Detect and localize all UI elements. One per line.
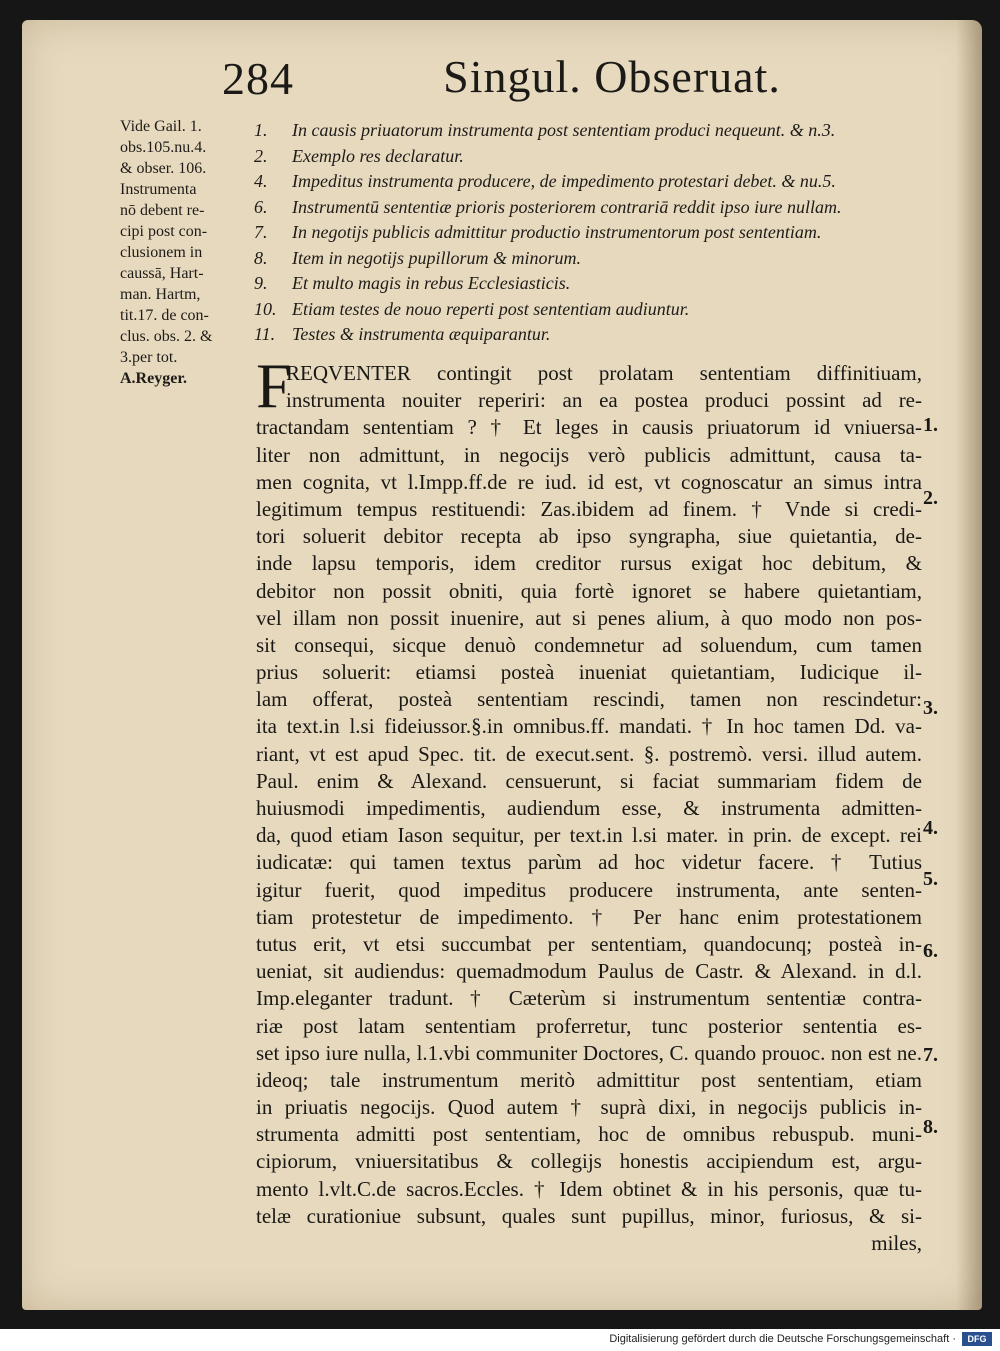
summary-item	[236, 322, 936, 348]
summary-text: Item in negotijs pupillorum & minorum.	[292, 247, 581, 268]
body-line: igitur fuerit, quod impeditus producere instrumenta, ante senten-	[256, 877, 922, 902]
body-line: REQVENTER contingit post prolatam sententiam diffinitiuam,	[286, 361, 922, 385]
body-line: men cognita, vt l.Impp.ff.de re iud. id est, vt cognoscatur an simus intra	[256, 469, 922, 494]
body-line: tiam protestetur de impedimento. † Per hanc enim protestationem	[256, 904, 922, 929]
body-line: riant, vt est apud Spec. tit. de execut.sent. §. postremò. versi. illud autem.	[256, 741, 922, 766]
body-line: miles,	[871, 1231, 922, 1255]
body-line: cipiorum, vniuersitatibus & collegijs honestis accipiendum est, argu-	[256, 1149, 922, 1174]
paragraph-marker: 7.	[923, 1044, 938, 1066]
dfg-logo: DFG	[962, 1332, 992, 1346]
body-line: ita text.in l.si fideiussor.§.in omnibus.ff. mandati. † In hoc tamen Dd. va-	[256, 714, 922, 739]
paragraph-marker: 4.	[923, 817, 938, 839]
body-line: instrumenta nouiter reperiri: an ea postea produci possint ad re-	[286, 388, 922, 413]
page-number: 284	[222, 53, 294, 104]
summary-text: In negotijs publicis admittitur productio instrumentorum post sententiam.	[292, 222, 822, 242]
margin-note-line: & obser. 106.	[120, 160, 207, 177]
funding-notice: Digitalisierung gefördert durch die Deutsche Forschungsgemeinschaft ·	[609, 1333, 956, 1345]
body-line: riæ post latam sententiam proferretur, tunc posterior sententia es-	[256, 1013, 922, 1038]
paragraph-marker: 1.	[923, 414, 938, 436]
summary-text: Et multo magis in rebus Ecclesiasticis.	[292, 273, 571, 293]
summary-text: Etiam testes de nouo reperti post sententiam audiuntur.	[292, 298, 690, 319]
summary-item	[236, 118, 936, 144]
summary-item	[236, 169, 936, 195]
summary-number: 2.	[254, 145, 268, 166]
margin-note-line: clus. obs. 2. &	[120, 328, 213, 345]
summary-number: 7.	[254, 222, 268, 242]
margin-note-line: A.Reyger.	[120, 370, 187, 387]
body-line: huiusmodi impedimentis, audiendum esse, & instrumenta admitten-	[256, 796, 922, 820]
body-line: sit consequi, sicque denuò condemnetur ad soluendum, cum tamen	[256, 632, 922, 657]
margin-note-line: nō debent re-	[120, 202, 205, 219]
summary-item	[236, 297, 936, 323]
summary-number: 8.	[254, 247, 268, 268]
body-line: tori soluerit debitor recepta ab ipso syngrapha, siue quietantia, de-	[256, 524, 922, 549]
paragraph-marker: 8.	[923, 1116, 938, 1138]
margin-note-line: cipi post con-	[120, 223, 208, 240]
chapter-summary	[236, 118, 936, 348]
footer-bar	[0, 1329, 1000, 1351]
page-edge-shadow	[956, 20, 982, 1310]
margin-note-line: caussā, Hart-	[120, 265, 204, 282]
summary-number: 10.	[254, 298, 277, 319]
body-line: tractandam sententiam ? † Et leges in causis priuatorum id vniuersa-	[256, 415, 922, 440]
margin-note-line: tit.17. de con-	[120, 307, 209, 324]
body-line: ideoq; tale instrumentum meritò admittitur post sententiam, etiam	[256, 1067, 922, 1092]
summary-item	[236, 195, 936, 221]
body-line: tutus erit, vt etsi succumbat per sententiam, quandocunq; posteà in-	[256, 931, 922, 956]
summary-item	[236, 246, 936, 272]
body-line: mento l.vlt.C.de sacros.Eccles. † Idem obtinet & in his personis, quæ tu-	[256, 1176, 922, 1201]
body-line: debitor non possit obniti, quia fortè ignoret se habere quietantiam,	[256, 578, 922, 603]
body-line: iudicatæ: qui tamen textus parùm ad hoc videtur facere. † Tutius	[256, 850, 922, 875]
summary-text: Exemplo res declaratur.	[292, 145, 464, 166]
body-line: prius soluerit: etiamsi posteà inueniat quietantiam, Iudicique il-	[256, 660, 922, 685]
body-line: lam offerat, posteà sententiam rescindi, tamen non rescindetur:	[256, 687, 922, 712]
body-line: ueniat, sit audiendus: quemadmodum Paulus de Castr. & Alexand. in d.l.	[256, 959, 922, 984]
paragraph-marker: 2.	[923, 487, 938, 509]
body-line: Paul. enim & Alexand. censuerunt, si faciat summariam fidem de	[256, 768, 922, 793]
summary-item	[236, 220, 936, 246]
summary-number: 9.	[254, 273, 268, 293]
summary-number: 6.	[254, 196, 268, 217]
running-title: Singul. Obseruat.	[443, 51, 781, 102]
margin-note-line: Instrumenta	[120, 181, 197, 198]
body-line: set ipso iure nulla, l.1.vbi communiter Doctores, C. quando prouoc. non est ne.	[256, 1040, 922, 1065]
summary-number: 11.	[254, 324, 276, 344]
body-line: strumenta admitti post sententiam, hoc de omnibus rebuspub. muni-	[256, 1122, 922, 1147]
summary-text: Instrumentū sententiæ prioris posteriorem contrariā reddit ipso iure nullam.	[292, 196, 842, 217]
body-line: telæ curationiue subsunt, quales sunt pupillus, minor, furiosus, & si-	[256, 1203, 922, 1228]
body-line: Imp.eleganter tradunt. † Cæterùm si instrumentum sententiæ contra-	[256, 986, 922, 1011]
margin-note	[120, 116, 252, 389]
margin-note-line: 3.per tot.	[120, 349, 178, 366]
body-line: inde lapsu temporis, idem creditor rursus exigat hoc debitum, &	[256, 551, 922, 576]
body-line: in priuatis negocijs. Quod autem † suprà dixi, in negocijs publicis in-	[256, 1095, 922, 1120]
body-text	[256, 350, 922, 1257]
margin-note-line: obs.105.nu.4.	[120, 139, 207, 156]
body-line: legitimum tempus restituendi: Zas.ibidem ad finem. † Vnde si credi-	[256, 496, 922, 521]
summary-number: 4.	[254, 171, 268, 191]
paragraph-marker: 6.	[923, 940, 938, 962]
body-line: liter non admittunt, in negocijs verò publicis admittunt, causa ta-	[256, 442, 922, 467]
body-line: da, quod etiam Iason sequitur, per text.in l.si mater. in prin. de except. rei	[256, 823, 922, 848]
margin-note-line: Vide Gail. 1.	[120, 118, 202, 135]
paragraph-marker: 3.	[923, 697, 938, 719]
summary-text: In causis priuatorum instrumenta post sententiam produci nequeunt. & n.3.	[292, 120, 836, 140]
margin-note-line: man. Hartm,	[120, 286, 201, 303]
summary-number: 1.	[254, 120, 268, 140]
summary-text: Impeditus instrumenta producere, de impedimento protestari debet. & nu.5.	[292, 171, 836, 191]
body-line: vel illam non possit inuenire, aut si penes alium, à quo modo non pos-	[256, 605, 922, 630]
margin-note-line: clusionem in	[120, 244, 203, 261]
drop-cap-initial: F	[256, 350, 292, 421]
summary-item	[236, 144, 936, 170]
summary-item	[236, 271, 936, 297]
summary-text: Testes & instrumenta æquiparantur.	[292, 324, 551, 344]
paragraph-marker: 5.	[923, 868, 938, 890]
